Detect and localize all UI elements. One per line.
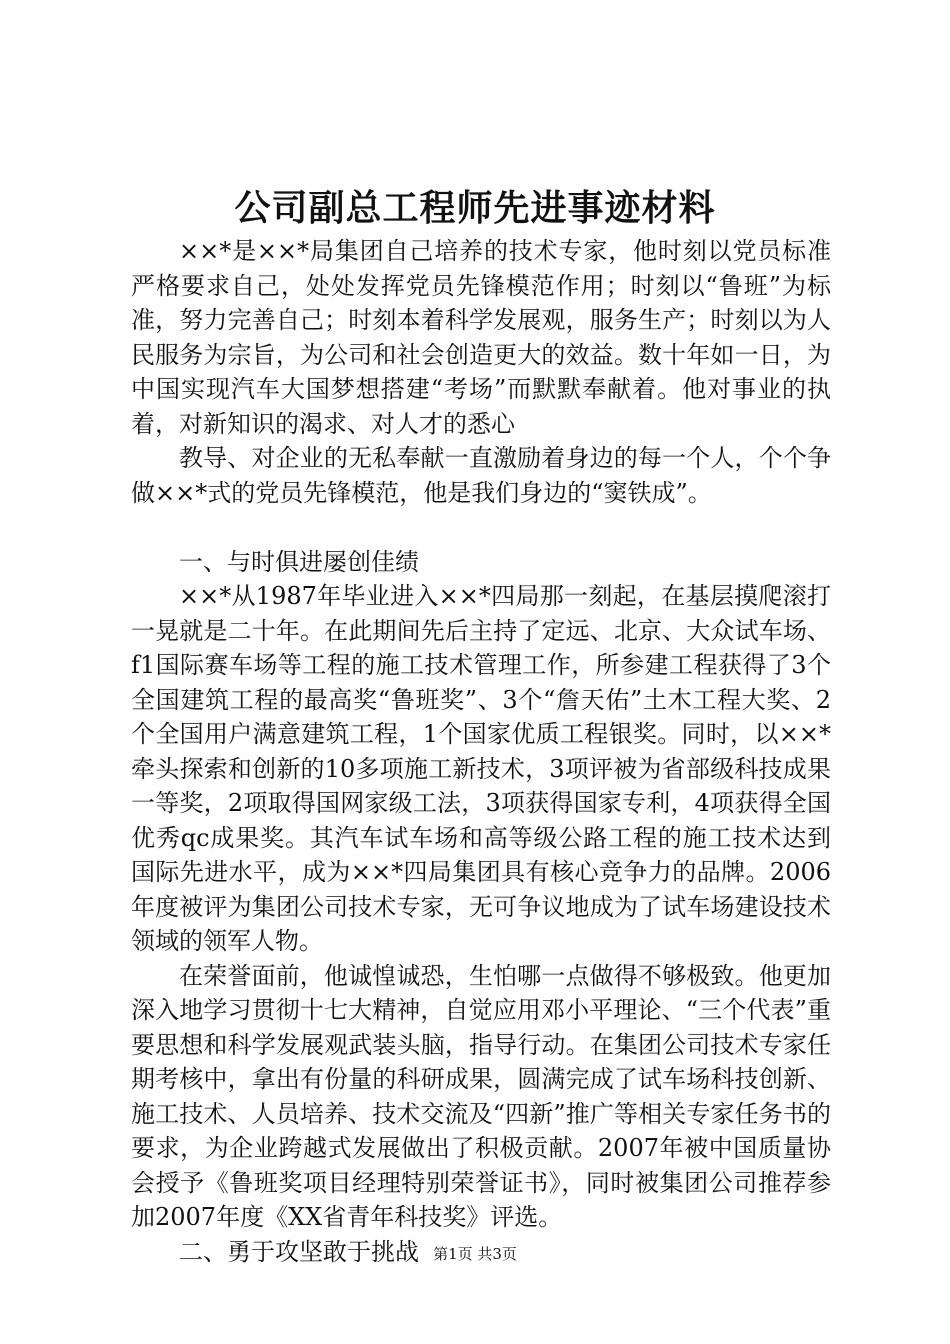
section-heading-2: 二、勇于攻坚敢于挑战 bbox=[179, 1237, 419, 1266]
document-body bbox=[131, 234, 831, 1269]
paragraph-intro-continued: 教导、对企业的无私奉献一直激励着身边的每一个人，个个争做××*式的党员先锋模范，他是我们身边的“窦铁成”。 bbox=[131, 444, 831, 507]
paragraph-honors: 在荣誉面前，他诚惶诚恐，生怕哪一点做得不够极致。他更加深入地学习贯彻十七大精神，自觉应用邓小平理论、“三个代表”重要思想和科学发展观武装头脑，指导行动。在集团公司技术专家任期考核中，拿出有份量的科研成果，圆满完成了试车场科技创新、施工技术、人员培养、技术交流及“四新”推广等相关专家任务书的要求，为企业跨越式发展做出了积极贡献。2007年被中国质量协会授予《鲁班奖项目经理特别荣誉证书》，同时被集团公司推荐参加2007年度《XX省青年科技奖》评选。 bbox=[131, 961, 831, 1231]
paragraph-intro: ××*是××*局集团自己培养的技术专家，他时刻以党员标准严格要求自己，处处发挥党员先锋模范作用；时刻以“鲁班”为标准，努力完善自己；时刻本着科学发展观，服务生产；时刻以为人民服务为宗旨，为公司和社会创造更大的效益。数十年如一日，为中国实现汽车大国梦想搭建“考场”而默默奉献着。他对事业的执着，对新知识的渴求、对人才的悉心 bbox=[131, 237, 831, 438]
document-title: 公司副总工程师先进事迹材料 bbox=[234, 187, 716, 229]
section-heading-1: 一、与时俱进屡创佳绩 bbox=[179, 547, 419, 576]
page-number-footer: 第1页 共3页 bbox=[433, 1245, 517, 1263]
paragraph-section-1: ××*从1987年毕业进入××*四局那一刻起，在基层摸爬滚打一晃就是二十年。在此期间先后主持了定远、北京、大众试车场、f1国际赛车场等工程的施工技术管理工作，所参建工程获得了3个全国建筑工程的最高奖“鲁班奖”、3个“詹天佑”土木工程大奖、2个全国用户满意建筑工程，1个国家优质工程银奖。同时，以××*牵头探索和创新的10多项施工新技术，3项评被为省部级科技成果一等奖，2项取得国网家级工法，3项获得国家专利，4项获得全国优秀qc成果奖。其汽车试车场和高等级公路工程的施工技术达到国际先进水平，成为××*四局集团具有核心竞争力的品牌。2006年度被评为集团公司技术专家，无可争议地成为了试车场建设技术领域的领军人物。 bbox=[131, 582, 831, 955]
blank-line bbox=[131, 510, 831, 545]
